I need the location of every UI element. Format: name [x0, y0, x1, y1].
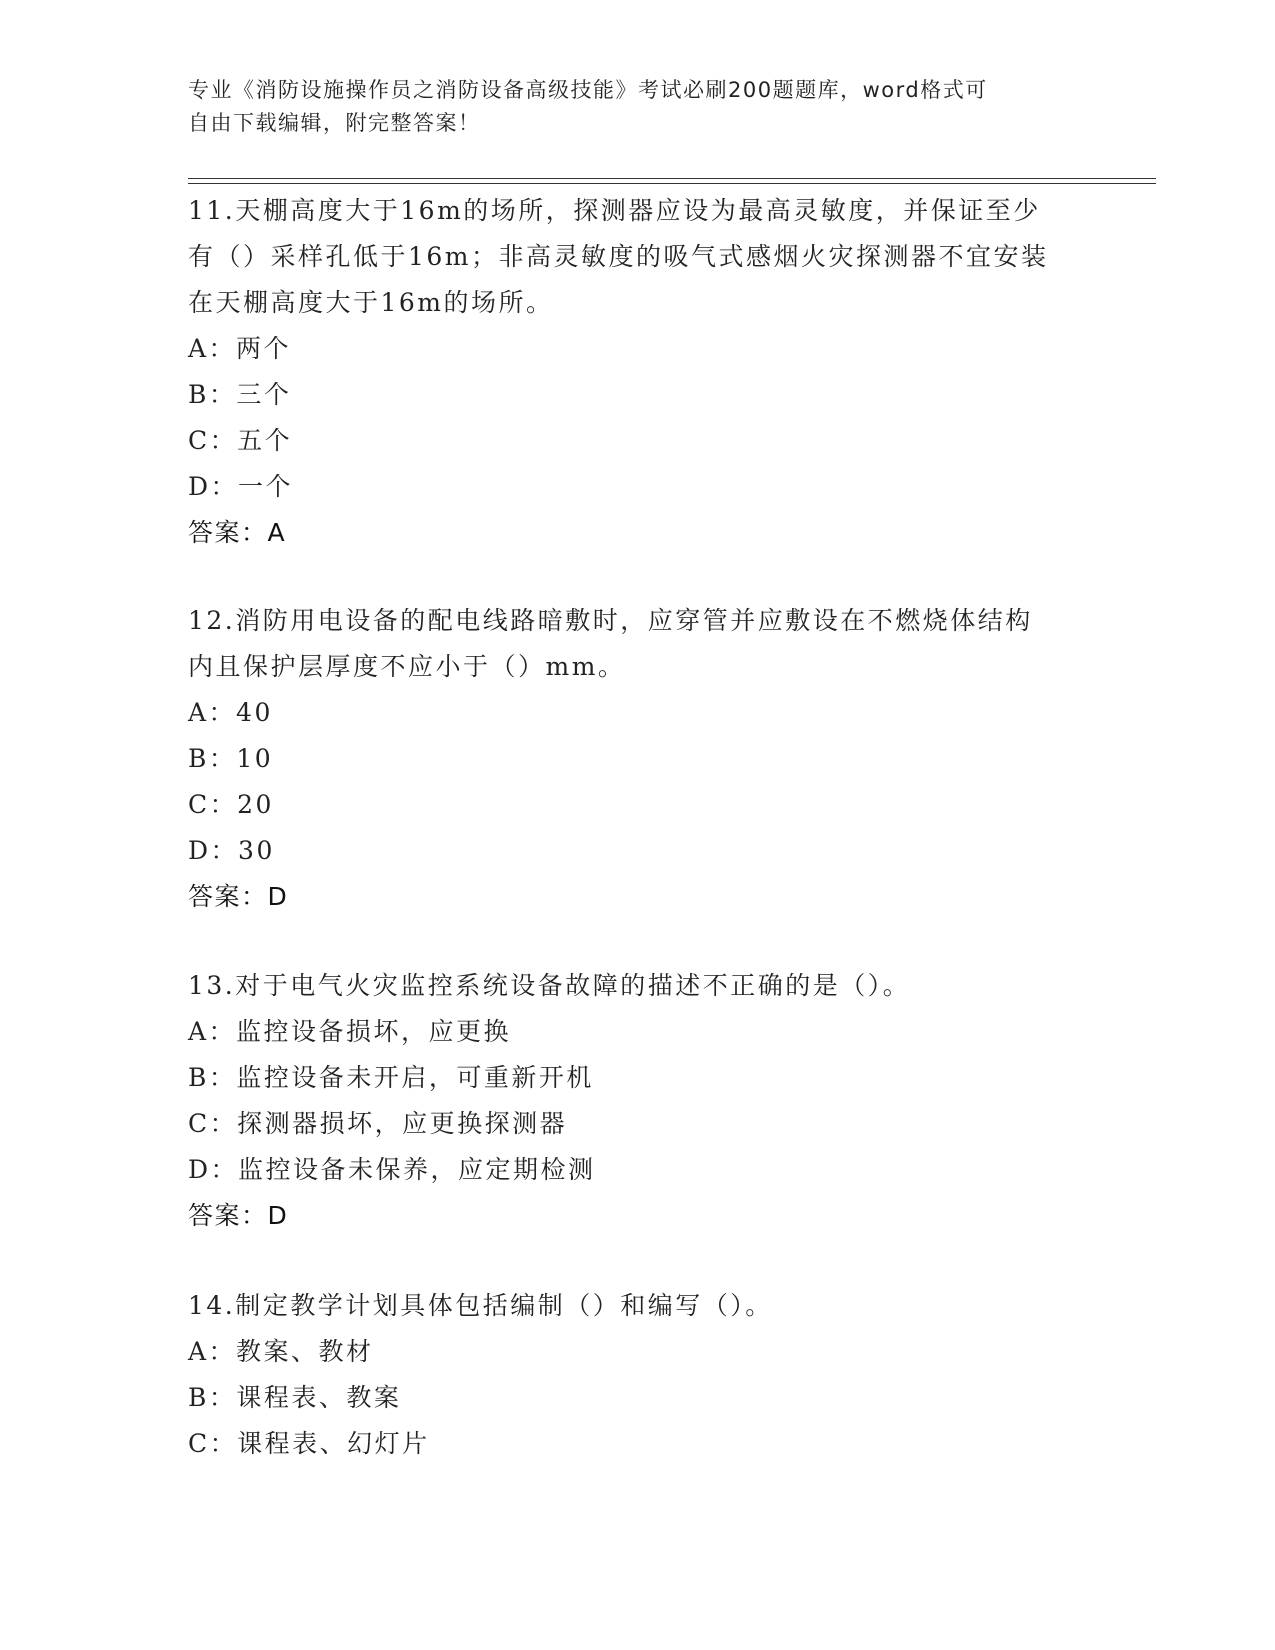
- question-stem-line: 13.对于电气火灾监控系统设备故障的描述不正确的是（）。: [188, 971, 911, 1000]
- option-c: C：课程表、幻灯片: [188, 1429, 430, 1458]
- option-a: A：40: [188, 698, 273, 727]
- question-stem: [188, 188, 1088, 326]
- option-c: C：20: [188, 790, 274, 819]
- header-divider-bottom: [188, 183, 1156, 184]
- question-13: [188, 963, 1088, 1239]
- question-stem-line: 在天棚高度大于16m的场所。: [188, 288, 554, 317]
- option-d: D：一个: [188, 472, 294, 501]
- header-line-1: 专业《消防设施操作员之消防设备高级技能》考试必刷200题题库，word格式可: [188, 78, 988, 102]
- question-stem-line: 有（）采样孔低于16m；非高灵敏度的吸气式感烟火灾探测器不宜安装: [188, 242, 1049, 271]
- option-a: A：监控设备损坏，应更换: [188, 1017, 512, 1046]
- question-stem-line: 14.制定教学计划具体包括编制（）和编写（）。: [188, 1291, 773, 1320]
- option-d: D：监控设备未保养，应定期检测: [188, 1155, 596, 1184]
- question-stem: [188, 1283, 1088, 1329]
- question-stem-line: 12.消防用电设备的配电线路暗敷时，应穿管并应敷设在不燃烧体结构: [188, 606, 1033, 635]
- option-c: C：五个: [188, 426, 293, 455]
- option-b: B：监控设备未开启，可重新开机: [188, 1063, 594, 1092]
- option-d: D：30: [188, 836, 275, 865]
- option-a: A：两个: [188, 334, 292, 363]
- answer-label: 答案：A: [188, 518, 287, 547]
- question-stem-line: 内且保护层厚度不应小于（）mm。: [188, 652, 626, 681]
- answer-label: 答案：D: [188, 882, 289, 911]
- option-b: B：三个: [188, 380, 292, 409]
- question-stem-line: 11.天棚高度大于16m的场所，探测器应设为最高灵敏度，并保证至少: [188, 196, 1041, 225]
- question-stem: [188, 963, 1088, 1009]
- document-header: [188, 74, 1088, 140]
- question-11: [188, 188, 1088, 556]
- question-12: [188, 598, 1088, 920]
- question-14: [188, 1283, 1088, 1467]
- question-stem: [188, 598, 1088, 690]
- option-b: B：10: [188, 744, 274, 773]
- option-a: A：教案、教材: [188, 1337, 374, 1366]
- answer-label: 答案：D: [188, 1201, 289, 1230]
- option-c: C：探测器损坏，应更换探测器: [188, 1109, 568, 1138]
- header-line-2: 自由下载编辑，附完整答案！: [188, 111, 481, 135]
- option-b: B：课程表、教案: [188, 1383, 402, 1412]
- header-divider-top: [188, 178, 1156, 179]
